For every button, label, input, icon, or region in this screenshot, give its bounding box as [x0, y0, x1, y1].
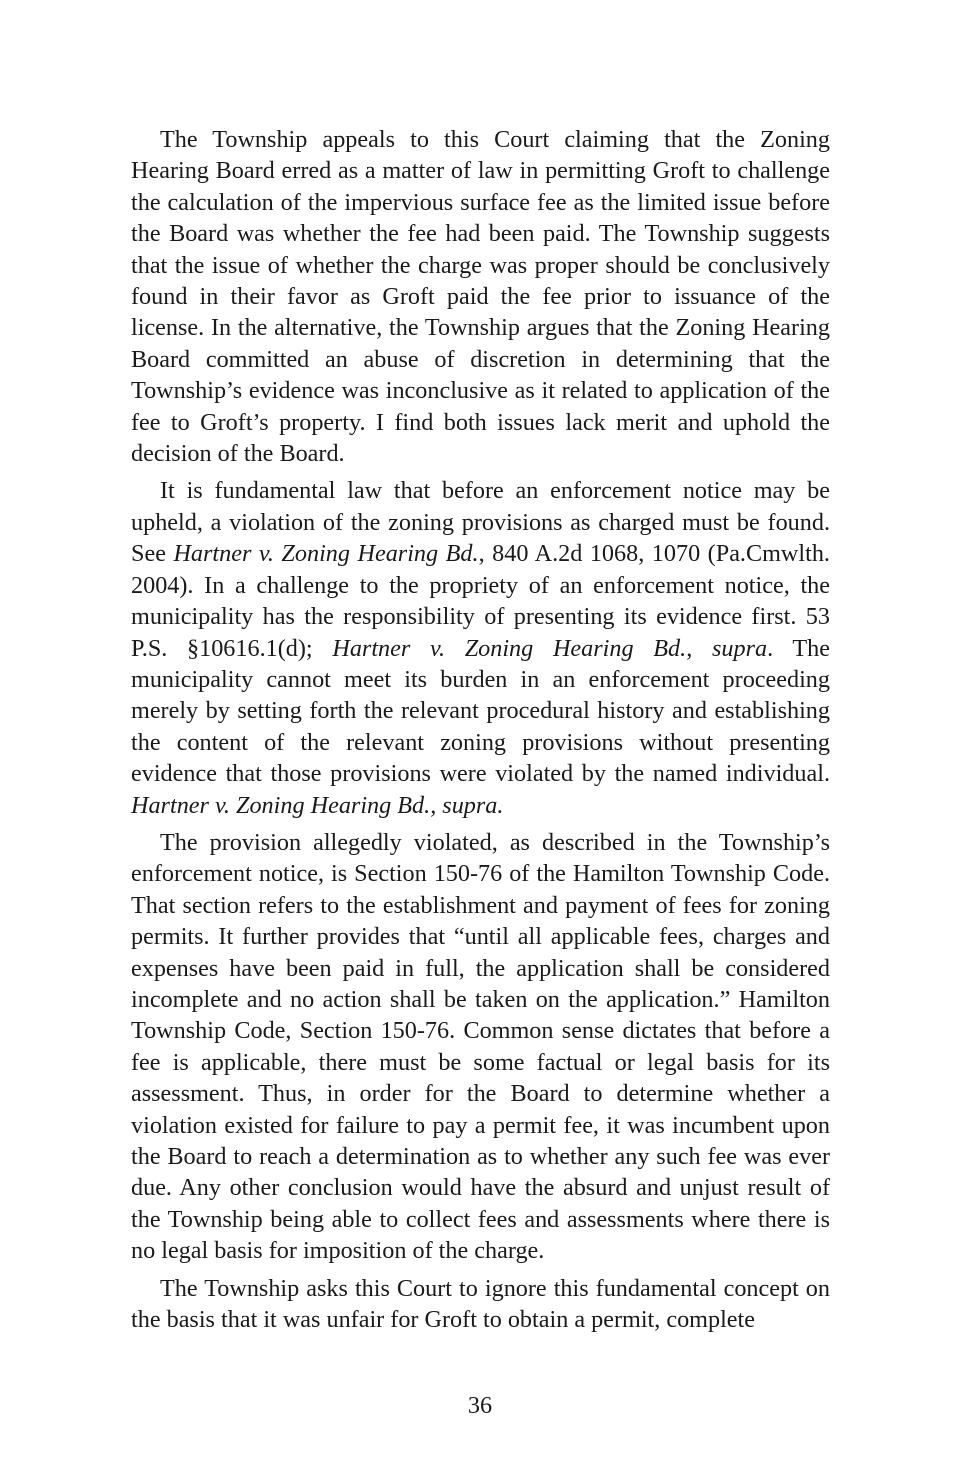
text-run: It is fundamental law that before an enforcement notice may be upheld, a violation of the zoning provisions as charged must be found. See: [131, 477, 830, 568]
paragraph-fundamental-law: [131, 475, 830, 820]
case-citation: supra: [711, 634, 768, 662]
page-body: [131, 124, 830, 1341]
text-run: The Township appeals to this Court claiming that the Zoning Hearing Board erred as a matter of law in permitting Groft to challenge the calculation of the impervious surface fee as the limited issue before the Board was whether the fee had been paid. The Township suggests that the issue of whether the charge was proper should be conclusively found in their favor as Groft paid the fee prior to issuance of the license. In the alternative, the Township argues that the Zoning Hearing Board committed an abuse of discretion in determining that the Township’s evidence was inconclusive as it related to application of the fee to Groft’s property. I find both issues lack merit and uphold the decision of the Board.: [131, 126, 830, 468]
case-citation: Hartner v. Zoning Hearing Bd.: [332, 634, 687, 662]
paragraph-provision-violated: [131, 827, 830, 1267]
paragraph-township-appeal: [131, 124, 830, 469]
text-run: The provision allegedly violated, as described in the Township’s enforcement notice, is Section 150-76 of the Hamilton Township Code. That section refers to the establishment and payment of fees for zoning permits. It further provides that “until all applicable fees, charges and expenses have been paid in full, the application shall be considered incomplete and no action shall be taken on the application.” Hamilton Township Code, Section 150-76. Common sense dictates that before a fee is applicable, there must be some factual or legal basis for its assessment. Thus, in order for the Board to determine whether a violation existed for failure to pay a permit fee, it was incumbent upon the Board to reach a determination as to whether any such fee was ever due. Any other conclusion would have the absurd and unjust result of the Township being able to collect fees and assessments where there is no legal basis for imposition of the charge.: [131, 828, 830, 1265]
text-run: . The municipality cannot meet its burden in an enforcement proceeding merely by setting forth the relevant procedural history and establishing the content of the relevant zoning provisions without presenting evidence that those provisions were violated by the named individual.: [131, 634, 830, 788]
text-run: The Township asks this Court to ignore this fundamental concept on the basis that it was unfair for Groft to obtain a permit, complete: [131, 1274, 830, 1334]
text-run: ,: [686, 634, 712, 662]
case-citation: Hartner v. Zoning Hearing Bd., supra.: [131, 791, 504, 819]
page-number: 36: [467, 1392, 493, 1419]
paragraph-township-asks: [131, 1273, 830, 1336]
text-run: , 840 A.2d 1068, 1070 (Pa.Cmwlth. 2004). In a challenge to the propriety of an enforcement notice, the municipality has the responsibility of presenting its evidence first. 53 P.S. §10616.1(d);: [131, 540, 830, 662]
case-citation: Hartner v. Zoning Hearing Bd.: [173, 540, 479, 568]
